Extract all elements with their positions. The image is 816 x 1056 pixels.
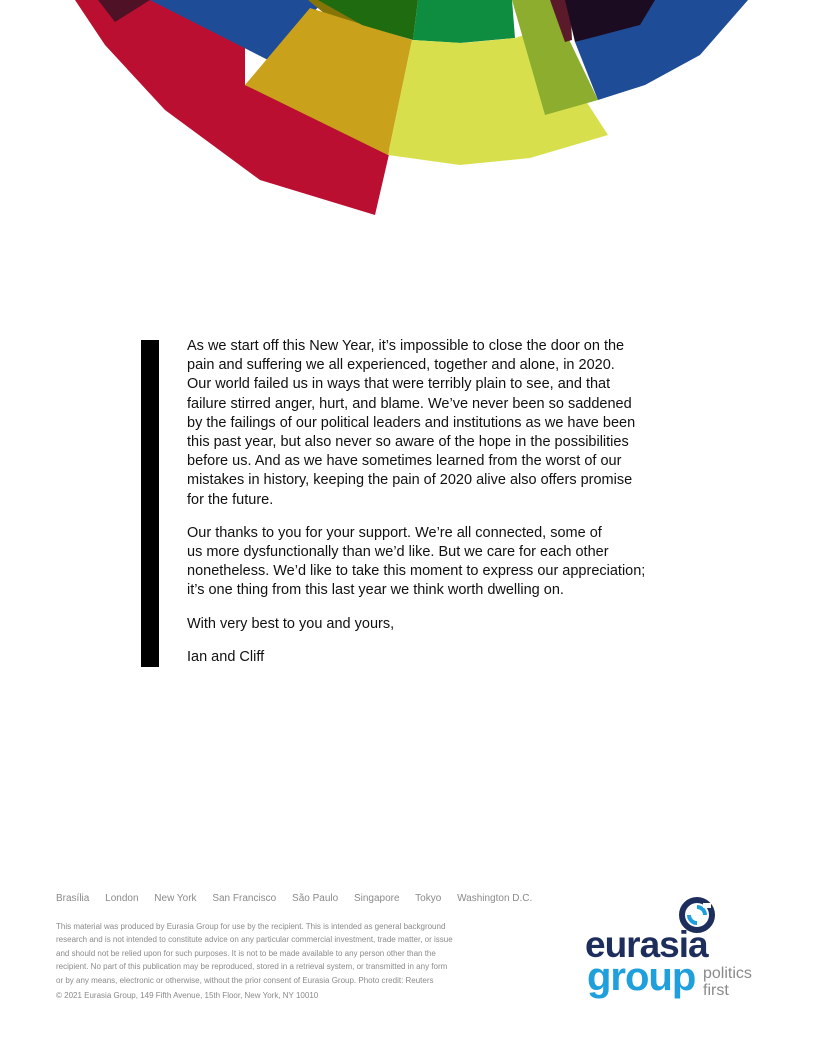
letter-paragraph-1: As we start off this New Year, it’s impossible to close the door on the pain and suffering we all experienced, together and alone, in 2020. Our world failed us in ways that were terribly plain to see, and that failure stirred anger, hurt, and blame. We’ve never been so saddened by the failings of our political leaders and institutions as we have been this past year, but also never so aware of the hope in the possibilities before us. And as we have sometimes learned from the worst of our mistakes in history, keeping the pain of 2020 alive also offers promise for the future. (187, 338, 636, 508)
office-location: Brasília (56, 893, 90, 904)
letter-signature: Ian and Cliff (187, 648, 265, 665)
office-location: Tokyo (415, 893, 442, 904)
office-location: London (105, 893, 139, 904)
logo-word-eurasia: eurasia (585, 924, 708, 965)
logo-word-group: group (587, 955, 696, 999)
office-location: São Paulo (292, 893, 339, 904)
letter-body (187, 337, 687, 681)
letter-paragraph-2: Our thanks to you for your support. We’re all connected, some of us more dysfunctionally than we’d like. But we care for each other nonetheless. We’d like to take this moment to express our appreciation; it’s one thing from this last year we think worth dwelling on. (187, 524, 646, 599)
quote-bar (141, 340, 159, 667)
logo-tagline: politics first (703, 965, 752, 999)
office-location: New York (154, 893, 197, 904)
copyright-notice: © 2021 Eurasia Group, 149 Fifth Avenue, 15th Floor, New York, NY 10010 (56, 991, 319, 1000)
office-location: San Francisco (212, 893, 277, 904)
eurasia-group-logo (585, 895, 775, 1005)
office-location: Singapore (353, 893, 400, 904)
decorative-color-wheel-graphic (0, 0, 816, 230)
wheel-green-segment (413, 0, 515, 43)
legal-disclaimer: This material was produced by Eurasia Group for use by the recipient. This is intended as general background research and is not intended to constitute advice on any particular commercial investment, trade matter, or issue and should not be relied upon for such purposes. It is not to be made available to any person other than the recipient. No part of this publication may be reproduced, stored in a retrieval system, or transmitted in any form or by any means, electronic or otherwise, without the prior consent of Eurasia Group. Photo credit: Reuters (56, 922, 453, 985)
office-locations (56, 893, 545, 904)
office-location: Washington D.C. (457, 893, 533, 904)
letter-closing: With very best to you and yours, (187, 615, 395, 632)
